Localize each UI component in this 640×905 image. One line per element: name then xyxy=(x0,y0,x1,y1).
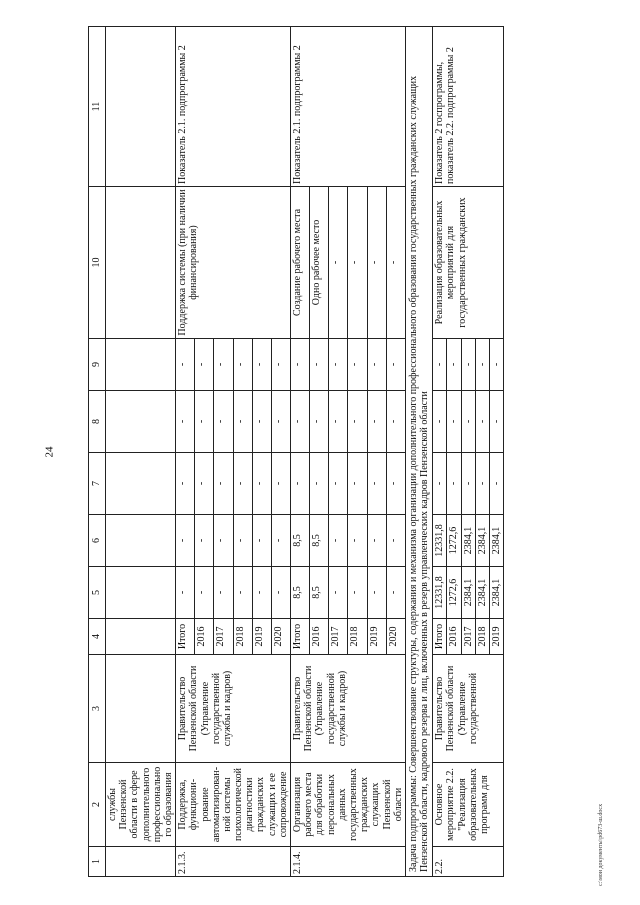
row-number: 2.1.4. xyxy=(291,847,406,877)
value-cell: - xyxy=(195,567,214,619)
value-cell: - xyxy=(461,453,475,515)
year-cell: Итого xyxy=(176,619,195,655)
column-number: 3 xyxy=(89,655,106,763)
value-cell: - xyxy=(252,567,271,619)
value-cell: - xyxy=(367,391,386,453)
indicator: Показатель 2.1. подпрограммы 2 xyxy=(176,27,291,187)
column-number: 2 xyxy=(89,763,106,847)
value-cell: - xyxy=(291,391,310,453)
value-cell: - xyxy=(233,567,252,619)
value-cell: - xyxy=(433,453,447,515)
column-number: 9 xyxy=(89,339,106,391)
value-cell: - xyxy=(386,567,405,619)
value-cell: - xyxy=(433,339,447,391)
value-cell: - xyxy=(348,515,367,567)
year-cell: 2018 xyxy=(475,619,489,655)
value-cell: 8,5 xyxy=(291,515,310,567)
value-cell: - xyxy=(291,339,310,391)
value-cell: - xyxy=(233,453,252,515)
value-cell: - xyxy=(214,339,233,391)
page-number: 24 xyxy=(43,446,56,458)
value-cell: - xyxy=(475,339,489,391)
column-number: 1 xyxy=(89,847,106,877)
value-cell: - xyxy=(195,339,214,391)
value-cell: 2384,1 xyxy=(490,567,504,619)
rotated-page xyxy=(88,27,603,877)
value-cell: - xyxy=(490,391,504,453)
measure-description: Организация рабочего места для обработки персональных данных государственных гражданских служащих Пензенской области xyxy=(291,763,406,847)
value-cell: - xyxy=(214,391,233,453)
executor: Правительство Пензенской области (Управление государственной xyxy=(433,655,504,763)
value-cell: - xyxy=(348,339,367,391)
value-cell: - xyxy=(348,453,367,515)
value-cell: - xyxy=(447,339,461,391)
expected-result: - xyxy=(348,187,367,339)
expected-result: - xyxy=(386,187,405,339)
expected-result: - xyxy=(329,187,348,339)
year-cell: 2019 xyxy=(490,619,504,655)
year-cell: 2019 xyxy=(252,619,271,655)
value-cell: - xyxy=(291,453,310,515)
value-cell: - xyxy=(386,515,405,567)
footer-file-path: c:\мои документы\pd673-ш.docx xyxy=(598,803,604,886)
expected-result: Создание рабочего места xyxy=(291,187,310,339)
year-cell: Итого xyxy=(291,619,310,655)
value-cell: - xyxy=(195,391,214,453)
subprogram-task: Задача подпрограммы: Совершенствование структуры, содержания и механизма организации дополнительного профессионального образования государственных гражданских служащих Пензенской области, кадрового резерва и лиц, включенных в резерв управленческих кадров Пензенской области xyxy=(405,27,432,877)
year-cell: 2017 xyxy=(461,619,475,655)
value-cell: 1272,6 xyxy=(447,515,461,567)
value-cell: - xyxy=(271,515,290,567)
column-number-row xyxy=(89,27,106,877)
value-cell: - xyxy=(214,515,233,567)
value-cell: - xyxy=(271,567,290,619)
executor: Правительство Пензенской области (Управление государственной службы и кадров) xyxy=(291,655,406,763)
year-cell: 2018 xyxy=(233,619,252,655)
indicator: Показатель 2.1. подпрограммы 2 xyxy=(291,27,406,187)
value-cell: - xyxy=(176,567,195,619)
year-cell: 2017 xyxy=(214,619,233,655)
expected-result: Одно рабочее место xyxy=(310,187,329,339)
value-cell: - xyxy=(367,453,386,515)
year-cell: 2016 xyxy=(195,619,214,655)
value-cell: - xyxy=(329,453,348,515)
year-cell: Итого xyxy=(433,619,447,655)
year-cell: 2020 xyxy=(386,619,405,655)
value-cell: - xyxy=(195,515,214,567)
value-cell: - xyxy=(348,567,367,619)
value-cell: - xyxy=(233,515,252,567)
year-cell: 2016 xyxy=(310,619,329,655)
value-cell: - xyxy=(176,391,195,453)
year-cell: 2018 xyxy=(348,619,367,655)
value-cell: - xyxy=(176,515,195,567)
value-cell: - xyxy=(310,339,329,391)
measure-description: Основное мероприятие 2.2. "Реализация образовательных программ для xyxy=(433,763,504,847)
program-table xyxy=(88,26,504,877)
value-cell: - xyxy=(329,567,348,619)
expected-result: Поддержка системы (при наличии финансирования) xyxy=(176,187,291,339)
row-number: 2.2. xyxy=(433,847,504,877)
value-cell: - xyxy=(475,391,489,453)
value-cell: - xyxy=(490,453,504,515)
value-cell: - xyxy=(271,391,290,453)
value-cell: 2384,1 xyxy=(475,515,489,567)
value-cell: 2384,1 xyxy=(490,515,504,567)
task-row xyxy=(405,27,432,877)
value-cell: - xyxy=(271,339,290,391)
value-cell: - xyxy=(490,339,504,391)
expected-result: - xyxy=(367,187,386,339)
value-cell: - xyxy=(367,515,386,567)
value-cell: 8,5 xyxy=(291,567,310,619)
value-cell: 12331,8 xyxy=(433,567,447,619)
column-number: 6 xyxy=(89,515,106,567)
expected-result: Реализация образовательных мероприятий для государственных гражданских xyxy=(433,187,504,339)
value-cell: - xyxy=(214,567,233,619)
column-number: 7 xyxy=(89,453,106,515)
value-cell: 2384,1 xyxy=(461,515,475,567)
value-cell: - xyxy=(195,453,214,515)
table-row xyxy=(291,27,310,877)
executor: Правительство Пензенской области (Управление государственной службы и кадров) xyxy=(176,655,291,763)
year-cell: 2019 xyxy=(367,619,386,655)
value-cell: - xyxy=(252,339,271,391)
indicator: Показатель 2 госпрограммы, показатель 2.2. подпрограммы 2 xyxy=(433,27,504,187)
value-cell: - xyxy=(447,453,461,515)
value-cell: 2384,1 xyxy=(475,567,489,619)
column-number: 8 xyxy=(89,391,106,453)
value-cell: - xyxy=(475,453,489,515)
value-cell: 2384,1 xyxy=(461,567,475,619)
value-cell: - xyxy=(329,339,348,391)
value-cell: - xyxy=(461,391,475,453)
value-cell: - xyxy=(271,453,290,515)
value-cell: - xyxy=(176,453,195,515)
column-number: 5 xyxy=(89,567,106,619)
value-cell: - xyxy=(329,391,348,453)
value-cell: - xyxy=(252,391,271,453)
value-cell: - xyxy=(233,391,252,453)
value-cell: - xyxy=(386,339,405,391)
value-cell: 1272,6 xyxy=(447,567,461,619)
continued-description: службы Пензенской области в сфере дополнительного профессионально го образования xyxy=(106,763,176,847)
value-cell: 8,5 xyxy=(310,567,329,619)
table-row xyxy=(176,27,195,877)
value-cell: - xyxy=(233,339,252,391)
row-number: 2.1.3. xyxy=(176,847,291,877)
value-cell: 8,5 xyxy=(310,515,329,567)
value-cell: - xyxy=(386,453,405,515)
value-cell: - xyxy=(176,339,195,391)
value-cell: - xyxy=(447,391,461,453)
continued-row xyxy=(106,27,176,877)
value-cell: - xyxy=(310,453,329,515)
column-number: 4 xyxy=(89,619,106,655)
year-cell: 2016 xyxy=(447,619,461,655)
value-cell: - xyxy=(461,339,475,391)
value-cell: - xyxy=(252,515,271,567)
value-cell: - xyxy=(367,567,386,619)
year-cell: 2020 xyxy=(271,619,290,655)
column-number: 11 xyxy=(89,27,106,187)
value-cell: - xyxy=(252,453,271,515)
column-number: 10 xyxy=(89,187,106,339)
year-cell: 2017 xyxy=(329,619,348,655)
value-cell: - xyxy=(433,391,447,453)
value-cell: - xyxy=(348,391,367,453)
value-cell: - xyxy=(329,515,348,567)
value-cell: 12331,8 xyxy=(433,515,447,567)
table-row xyxy=(433,27,447,877)
measure-description: Поддержка, функциони- рование автоматизирован- ной системы психологической диагностики гражданских служащих и ее сопровождение xyxy=(176,763,291,847)
value-cell: - xyxy=(367,339,386,391)
value-cell: - xyxy=(386,391,405,453)
value-cell: - xyxy=(310,391,329,453)
value-cell: - xyxy=(214,453,233,515)
